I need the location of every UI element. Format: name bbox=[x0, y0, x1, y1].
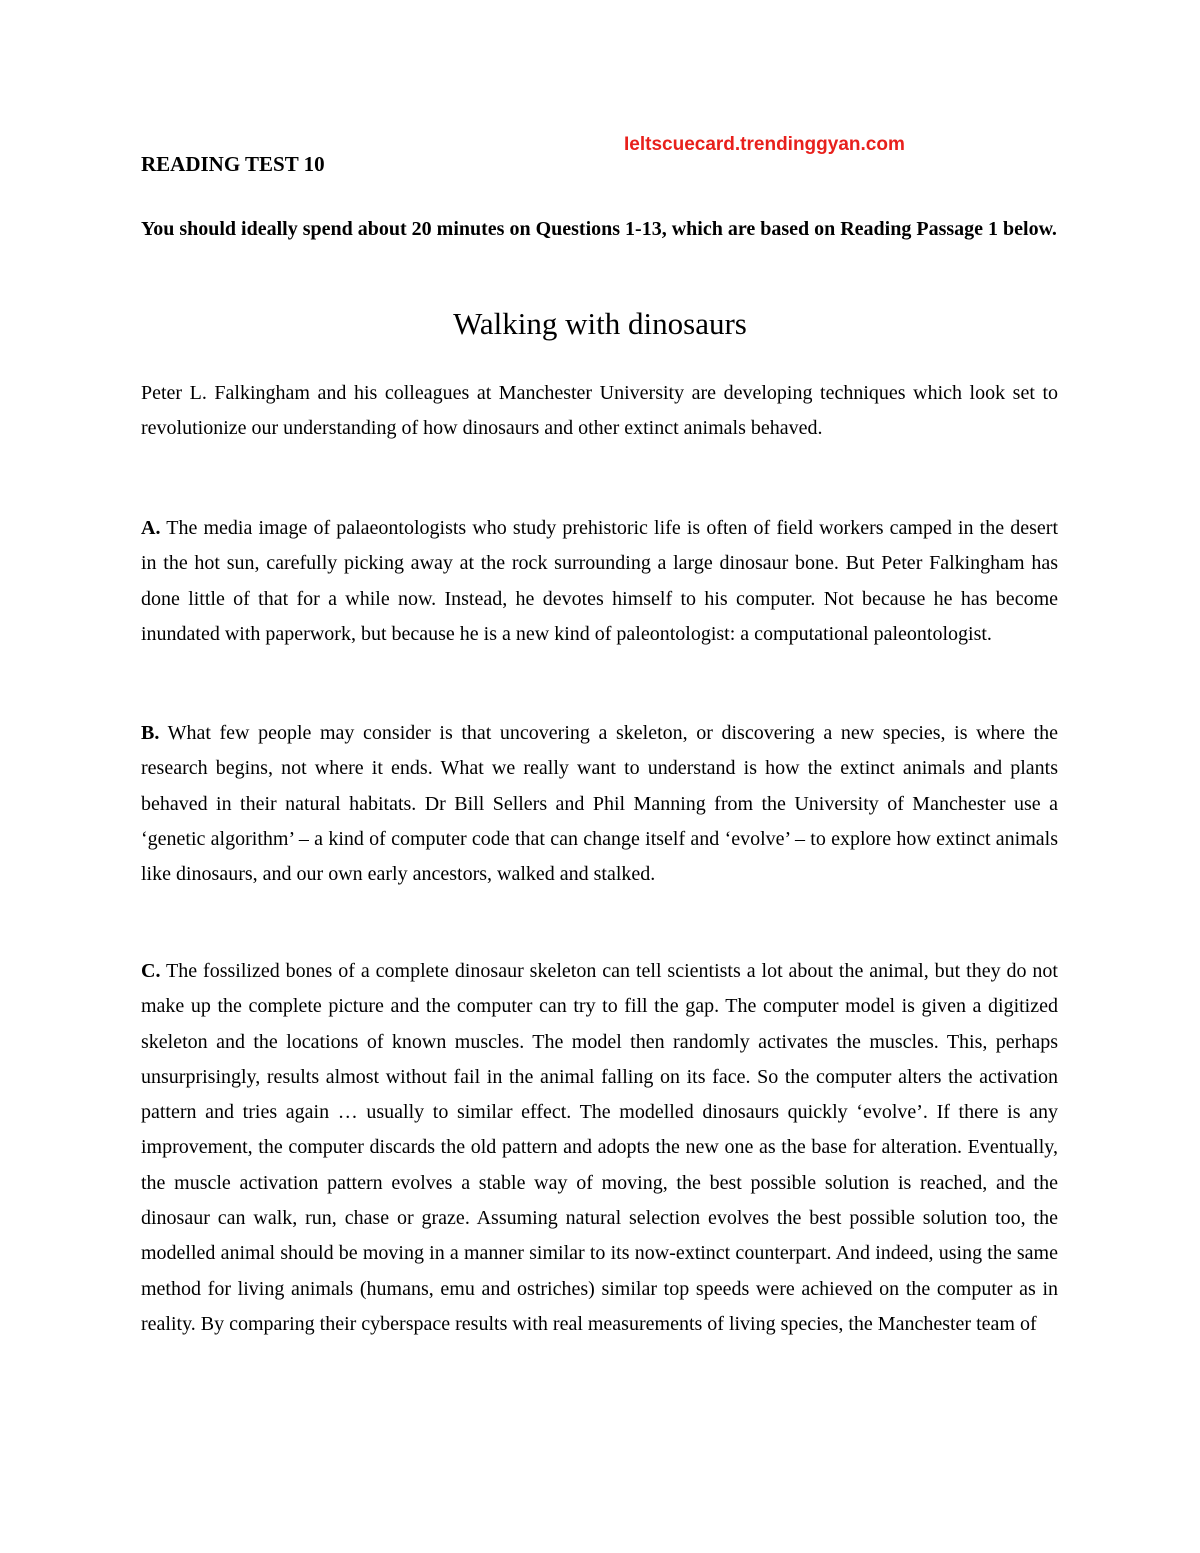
passage-title: Walking with dinosaurs bbox=[453, 306, 747, 341]
test-title: READING TEST 10 bbox=[141, 152, 325, 176]
paragraph-text: The fossilized bones of a complete dinosaur skeleton can tell scientists a lot about the animal, but they do not make up the complete picture and the computer can try to fill the gap. The computer model is given a digitized skeleton and the locations of known muscles. The model then randomly activates the muscles. This, perhaps unsurprisingly, results almost without fail in the animal falling on its face. So the computer alters the activation pattern and tries again … usually to similar effect. The modelled dinosaurs quickly ‘evolve’. If there is any improvement, the computer discards the old pattern and adopts the new one as the base for alteration. Eventually, the muscle activation pattern evolves a stable way of moving, the best possible solution is reached, and the dinosaur can walk, run, chase or graze. Assuming natural selection evolves the best possible solution too, the modelled animal should be moving in a manner similar to its now-extinct counterpart. And indeed, using the same method for living animals (humans, emu and ostriches) similar top speeds were achieved on the computer as in reality. By comparing their cyberspace results with real measurements of living species, the Manchester team of bbox=[141, 960, 1058, 1335]
paragraph-a bbox=[141, 511, 1058, 652]
paragraph-text: What few people may consider is that uncovering a skeleton, or discovering a new species, is where the research begins, not where it ends. What we really want to understand is how the extinct animals and plants behaved in their natural habitats. Dr Bill Sellers and Phil Manning from the University of Manchester use a ‘genetic algorithm’ – a kind of computer code that can change itself and ‘evolve’ – to explore how extinct animals like dinosaurs, and our own early ancestors, walked and stalked. bbox=[141, 722, 1058, 886]
instructions: You should ideally spend about 20 minutes on Questions 1-13, which are based on Reading Passage 1 below. bbox=[141, 218, 1057, 240]
paragraph-label: C. bbox=[141, 960, 161, 982]
paragraph-text: The media image of palaeontologists who study prehistoric life is often of field workers camped in the desert in the hot sun, carefully picking away at the rock surrounding a large dinosaur bone. But Peter Falkingham has done little of that for a while now. Instead, he devotes himself to his computer. Not because he has become inundated with paperwork, but because he is a new kind of paleontologist: a computational paleontologist. bbox=[141, 517, 1058, 645]
watermark-link[interactable]: Ieltscuecard.trendinggyan.com bbox=[624, 134, 905, 155]
paragraph-label: B. bbox=[141, 722, 160, 744]
intro-paragraph: Peter L. Falkingham and his colleagues at Manchester University are developing techniques which look set to revolutionize our understanding of how dinosaurs and other extinct animals behaved. bbox=[141, 382, 1058, 440]
paragraph-b bbox=[141, 716, 1058, 892]
paragraph-label: A. bbox=[141, 517, 161, 539]
paragraph-c bbox=[141, 954, 1058, 1342]
